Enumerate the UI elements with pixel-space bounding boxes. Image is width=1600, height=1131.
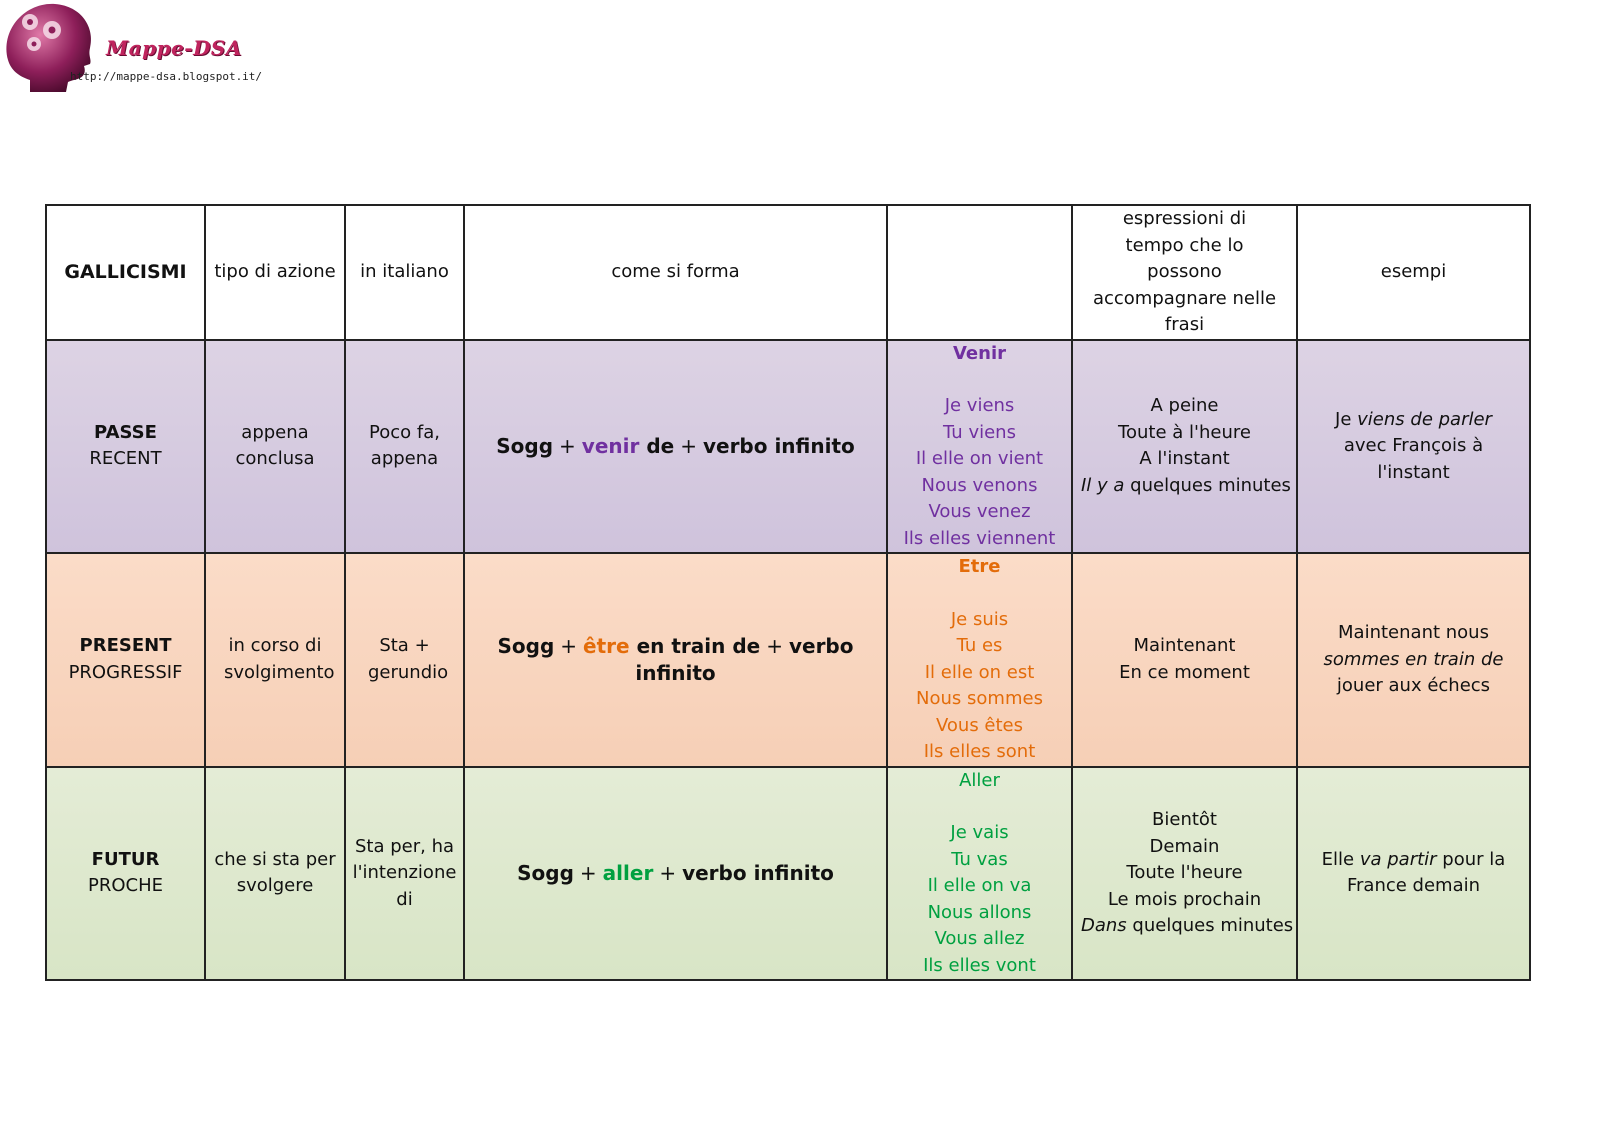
header-espressioni: espressioni di tempo che lo possono accompagnare nelle frasi (1072, 205, 1297, 340)
example-cell: Je viens de parler avec François à l'instant (1297, 340, 1530, 554)
expressions-cell: Maintenant En ce moment (1072, 553, 1297, 767)
header-conjugation (887, 205, 1072, 340)
formula-cell: Sogg + être en train de + verbo infinito (464, 553, 887, 767)
row-present-progressif (46, 553, 1530, 767)
tipo-cell: che si sta per svolgere (205, 767, 345, 981)
row-passe-recent (46, 340, 1530, 554)
formula-cell: Sogg + venir de + verbo infinito (464, 340, 887, 554)
conjugation-cell: Venir Je viens Tu viens Il elle on vient Nous venons Vous venez Ils elles viennent (887, 340, 1072, 554)
header-forma: come si forma (464, 205, 887, 340)
gallicismo-name: PASSE RECENT (46, 340, 205, 554)
example-cell: Elle va partir pour la France demain (1297, 767, 1530, 981)
row-futur-proche (46, 767, 1530, 981)
expressions-cell: A peine Toute à l'heure A l'instant Il y a quelques minutes (1072, 340, 1297, 554)
gallicismi-table (45, 204, 1531, 981)
example-cell: Maintenant nous sommes en train de jouer aux échecs (1297, 553, 1530, 767)
header-tipo: tipo di azione (205, 205, 345, 340)
conjugation-cell: Aller Je vais Tu vas Il elle on va Nous allons Vous allez Ils elles vont (887, 767, 1072, 981)
italiano-cell: Poco fa, appena (345, 340, 464, 554)
italiano-cell: Sta per, ha l'intenzione di (345, 767, 464, 981)
formula-cell: Sogg + aller + verbo infinito (464, 767, 887, 981)
header-esempi: esempi (1297, 205, 1530, 340)
logo-name: Mappe-DSA (106, 36, 242, 60)
conjugation-cell: Etre Je suis Tu es Il elle on est Nous sommes Vous êtes Ils elles sont (887, 553, 1072, 767)
header-row (46, 205, 1530, 340)
expressions-cell: Bientôt Demain Toute l'heure Le mois prochain Dans quelques minutes (1072, 767, 1297, 981)
site-logo[interactable] (0, 0, 290, 95)
header-gallicismi: GALLICISMI (46, 205, 205, 340)
gallicismo-name: FUTUR PROCHE (46, 767, 205, 981)
tipo-cell: in corso di svolgimento (205, 553, 345, 767)
tipo-cell: appena conclusa (205, 340, 345, 554)
gallicismo-name: PRESENT PROGRESSIF (46, 553, 205, 767)
logo-url[interactable]: http://mappe-dsa.blogspot.it/ (70, 70, 263, 83)
italiano-cell: Sta + gerundio (345, 553, 464, 767)
header-italiano: in italiano (345, 205, 464, 340)
